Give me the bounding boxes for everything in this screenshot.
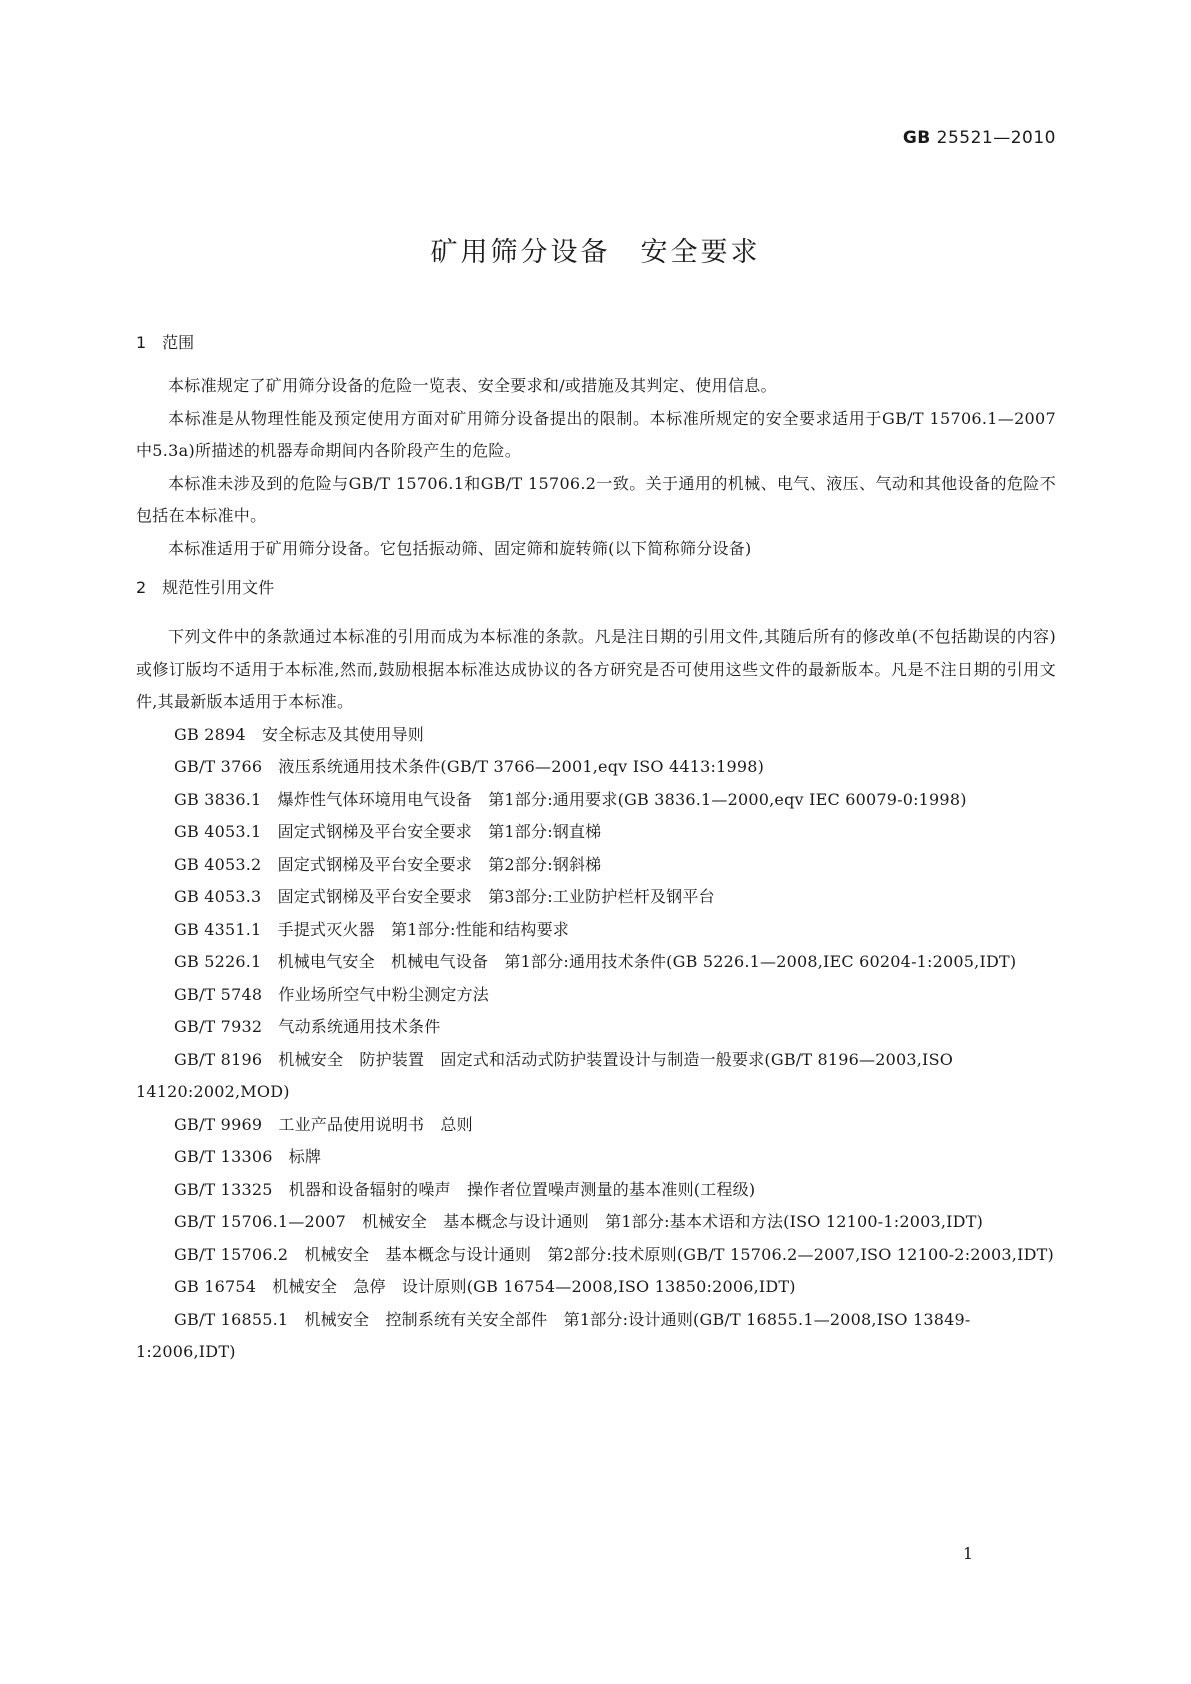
reference-item: GB 4053.2 固定式钢梯及平台安全要求 第2部分:钢斜梯 — [174, 854, 602, 874]
page-number: 1 — [962, 1544, 973, 1563]
section-heading-normative-references: 2 规范性引用文件 — [136, 578, 275, 597]
section-heading-scope: 1 范围 — [136, 333, 195, 352]
reference-item: GB 4053.3 固定式钢梯及平台安全要求 第3部分:工业防护栏杆及钢平台 — [174, 887, 715, 906]
reference-item: GB/T 15706.2 机械安全 基本概念与设计通则 第2部分:技术原则(GB/T 15706.2—2007,ISO 12100-2:2003,IDT) — [174, 1244, 1054, 1264]
reference-item: GB/T 15706.1—2007 机械安全 基本概念与设计通则 第1部分:基本术语和方法(ISO 12100-1:2003,IDT) — [174, 1212, 984, 1231]
reference-list — [136, 719, 1056, 1369]
references-intro: 下列文件中的条款通过本标准的引用而成为本标准的条款。凡是注日期的引用文件,其随后所有的修改单(不包括勘误的内容)或修订版均不适用于本标准,然而,鼓励根据本标准达成协议的各方研究是否可使用这些文件的最新版本。凡是不注日期的引用文件,其最新版本适用于本标准。 — [136, 627, 1056, 711]
reference-item: GB/T 13325 机器和设备辐射的噪声 操作者位置噪声测量的基本准则(工程级) — [174, 1179, 756, 1199]
document-title: 矿用筛分设备 安全要求 — [430, 237, 761, 268]
reference-item: GB/T 16855.1 机械安全 控制系统有关安全部件 第1部分:设计通则(GB/T 16855.1—2008,ISO 13849-1:2006,IDT) — [136, 1309, 971, 1361]
reference-item: GB 2894 安全标志及其使用导则 — [174, 724, 424, 744]
reference-item: GB 4053.1 固定式钢梯及平台安全要求 第1部分:钢直梯 — [174, 822, 602, 841]
reference-item: GB 5226.1 机械电气安全 机械电气设备 第1部分:通用技术条件(GB 5226.1—2008,IEC 60204-1:2005,IDT) — [174, 952, 1017, 971]
standard-prefix: GB — [902, 128, 931, 148]
reference-item: GB/T 7932 气动系统通用技术条件 — [174, 1017, 441, 1036]
scope-paragraph: 本标准适用于矿用筛分设备。它包括振动筛、固定筛和旋转筛(以下简称筛分设备) — [168, 538, 752, 558]
document-body — [136, 332, 1056, 1369]
reference-item: GB 4351.1 手提式灭火器 第1部分:性能和结构要求 — [174, 919, 569, 939]
reference-item: GB/T 3766 液压系统通用技术条件(GB/T 3766—2001,eqv ISO 4413:1998) — [174, 757, 765, 776]
standard-code — [903, 128, 1056, 148]
reference-item: GB 16754 机械安全 急停 设计原则(GB 16754—2008,ISO 13850:2006,IDT) — [174, 1277, 796, 1296]
scope-paragraph: 本标准规定了矿用筛分设备的危险一览表、安全要求和/或措施及其判定、使用信息。 — [168, 376, 777, 395]
reference-item: GB/T 5748 作业场所空气中粉尘测定方法 — [174, 984, 490, 1004]
reference-item: GB/T 8196 机械安全 防护装置 固定式和活动式防护装置设计与制造一般要求(GB/T 8196—2003,ISO 14120:2002,MOD) — [136, 1049, 959, 1101]
reference-item: GB/T 9969 工业产品使用说明书 总则 — [174, 1114, 473, 1134]
standard-number: 25521—2010 — [930, 128, 1056, 148]
reference-item: GB 3836.1 爆炸性气体环境用电气设备 第1部分:通用要求(GB 3836.1—2000,eqv IEC 60079-0:1998) — [174, 789, 967, 809]
scope-paragraph: 本标准是从物理性能及预定使用方面对矿用筛分设备提出的限制。本标准所规定的安全要求适用于GB/T 15706.1—2007中5.3a)所描述的机器寿命期间内各阶段产生的危险。 — [136, 408, 1056, 460]
scope-paragraph: 本标准未涉及到的危险与GB/T 15706.1和GB/T 15706.2一致。关于通用的机械、电气、液压、气动和其他设备的危险不包括在本标准中。 — [136, 473, 1056, 525]
reference-item: GB/T 13306 标牌 — [174, 1147, 322, 1166]
